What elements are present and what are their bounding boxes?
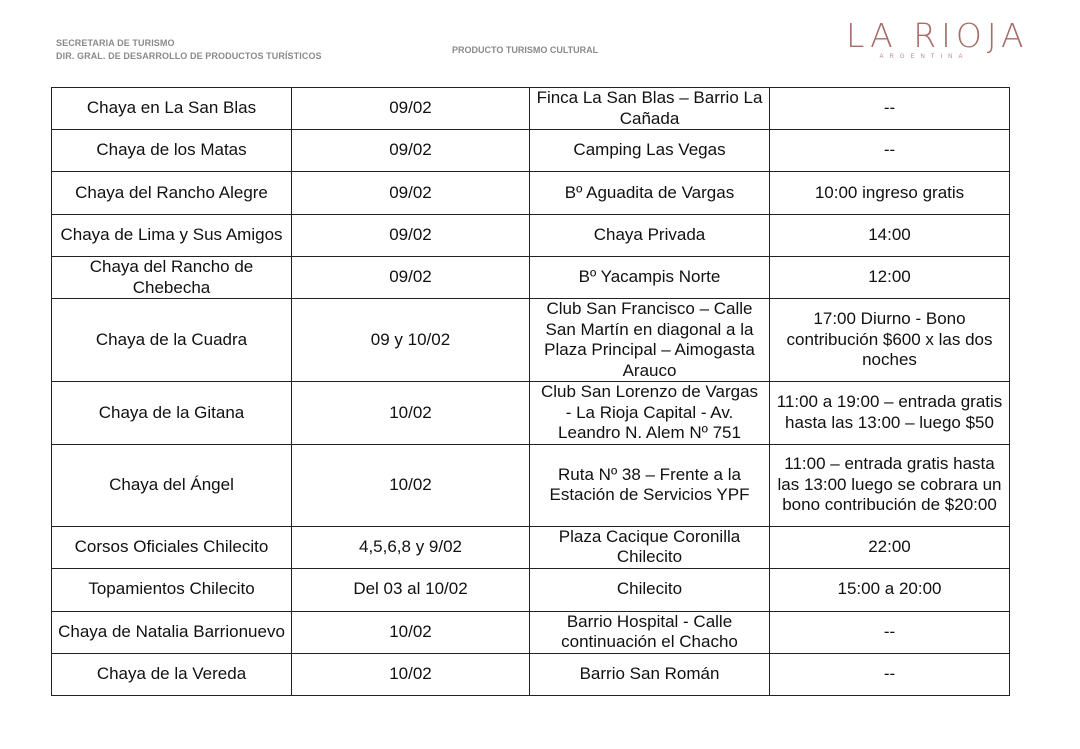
event-location-cell: Bº Yacampis Norte <box>530 257 770 299</box>
event-name-cell: Chaya de los Matas <box>52 130 292 172</box>
event-name-cell: Chaya de la Cuadra <box>52 299 292 382</box>
table-row <box>52 88 1010 130</box>
logo-subtext: ARGENTINA <box>879 54 969 60</box>
event-name-cell: Chaya del Ángel <box>52 444 292 526</box>
table-row <box>52 526 1010 568</box>
event-name-cell: Chaya de la Gitana <box>52 382 292 445</box>
event-date-cell: 10/02 <box>292 382 530 445</box>
event-date-cell: 10/02 <box>292 653 530 695</box>
table-row <box>52 444 1010 526</box>
events-table <box>51 87 1010 696</box>
event-location-cell: Camping Las Vegas <box>530 130 770 172</box>
event-name-cell: Chaya de la Vereda <box>52 653 292 695</box>
event-schedule-cell: 17:00 Diurno - Bono contribución $600 x las dos noches <box>770 299 1010 382</box>
event-name-cell: Chaya de Natalia Barrionuevo <box>52 611 292 653</box>
event-location-cell: Club San Lorenzo de Vargas - La Rioja Capital - Av. Leandro N. Alem Nº 751 <box>530 382 770 445</box>
event-location-cell: Barrio San Román <box>530 653 770 695</box>
event-location-cell: Finca La San Blas – Barrio La Cañada <box>530 88 770 130</box>
event-schedule-cell: 11:00 – entrada gratis hasta las 13:00 luego se cobrara un bono contribución de $20:00 <box>770 444 1010 526</box>
event-date-cell: 10/02 <box>292 444 530 526</box>
table-row <box>52 382 1010 445</box>
org-name-line-1: SECRETARIA DE TURISMO <box>56 38 175 48</box>
event-date-cell: 4,5,6,8 y 9/02 <box>292 526 530 568</box>
event-name-cell: Topamientos Chilecito <box>52 568 292 611</box>
event-date-cell: 09 y 10/02 <box>292 299 530 382</box>
event-date-cell: 09/02 <box>292 172 530 215</box>
event-date-cell: 09/02 <box>292 88 530 130</box>
event-date-cell: 09/02 <box>292 257 530 299</box>
table-row <box>52 172 1010 215</box>
event-schedule-cell: 11:00 a 19:00 – entrada gratis hasta las 13:00 – luego $50 <box>770 382 1010 445</box>
event-schedule-cell: 15:00 a 20:00 <box>770 568 1010 611</box>
table-row <box>52 611 1010 653</box>
event-schedule-cell: -- <box>770 88 1010 130</box>
event-schedule-cell: -- <box>770 130 1010 172</box>
event-location-cell: Barrio Hospital - Calle continuación el Chacho <box>530 611 770 653</box>
event-location-cell: Chilecito <box>530 568 770 611</box>
event-location-cell: Plaza Cacique Coronilla Chilecito <box>530 526 770 568</box>
event-schedule-cell: 10:00 ingreso gratis <box>770 172 1010 215</box>
org-name-line-2: DIR. GRAL. DE DESARROLLO DE PRODUCTOS TURÍSTICOS <box>56 51 322 61</box>
event-name-cell: Corsos Oficiales Chilecito <box>52 526 292 568</box>
event-date-cell: Del 03 al 10/02 <box>292 568 530 611</box>
table-row <box>52 568 1010 611</box>
event-location-cell: Ruta Nº 38 – Frente a la Estación de Servicios YPF <box>530 444 770 526</box>
event-location-cell: Chaya Privada <box>530 215 770 257</box>
event-schedule-cell: 22:00 <box>770 526 1010 568</box>
table-row <box>52 257 1010 299</box>
event-location-cell: Bº Aguadita de Vargas <box>530 172 770 215</box>
table-row <box>52 215 1010 257</box>
event-date-cell: 09/02 <box>292 215 530 257</box>
document-category-title: PRODUCTO TURISMO CULTURAL <box>452 45 599 55</box>
event-location-cell: Club San Francisco – Calle San Martín en diagonal a la Plaza Principal – Aimogasta Arauco <box>530 299 770 382</box>
event-date-cell: 10/02 <box>292 611 530 653</box>
event-schedule-cell: 12:00 <box>770 257 1010 299</box>
event-schedule-cell: 14:00 <box>770 215 1010 257</box>
event-name-cell: Chaya del Rancho de Chebecha <box>52 257 292 299</box>
event-name-cell: Chaya del Rancho Alegre <box>52 172 292 215</box>
events-table-body <box>52 88 1010 696</box>
table-row <box>52 130 1010 172</box>
event-schedule-cell: -- <box>770 611 1010 653</box>
event-name-cell: Chaya en La San Blas <box>52 88 292 130</box>
event-date-cell: 09/02 <box>292 130 530 172</box>
table-row <box>52 299 1010 382</box>
table-row <box>52 653 1010 695</box>
event-name-cell: Chaya de Lima y Sus Amigos <box>52 215 292 257</box>
event-schedule-cell: -- <box>770 653 1010 695</box>
logo-wordmark: LA RIOJA <box>846 16 1029 55</box>
la-rioja-logo <box>846 14 1029 68</box>
